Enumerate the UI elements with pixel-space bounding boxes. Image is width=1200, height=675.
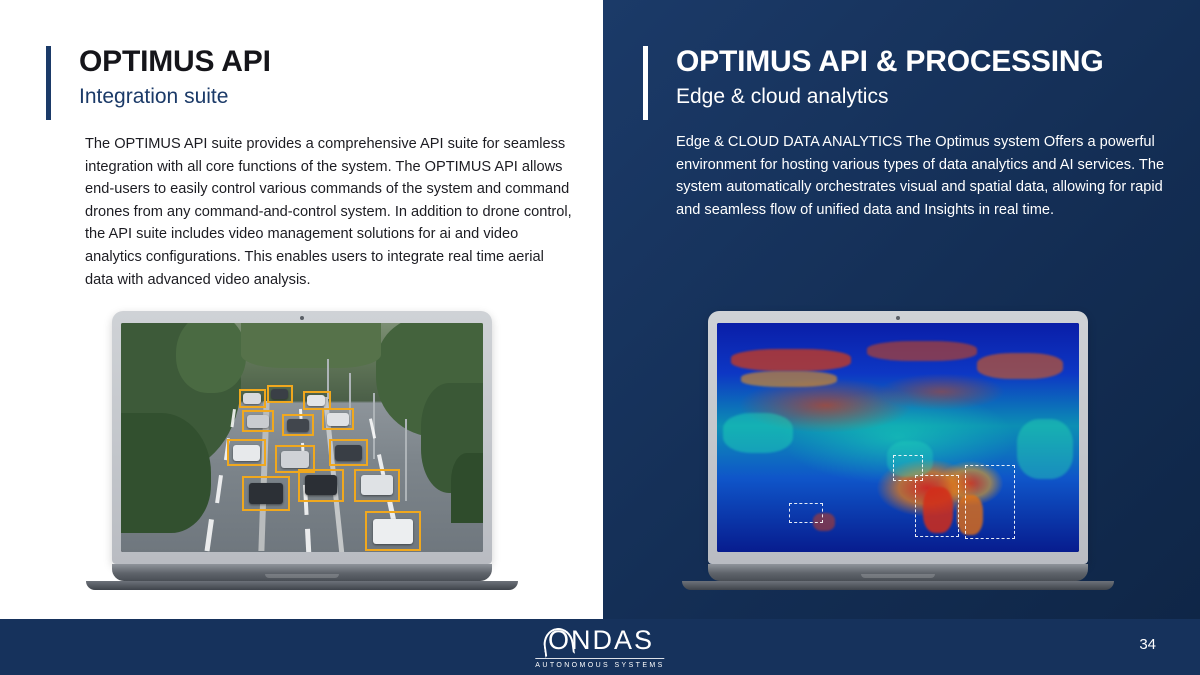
webcam-icon	[896, 316, 900, 320]
detection-box	[267, 385, 293, 403]
thermal-detection-box	[893, 455, 923, 481]
logo-word-text: ONDAS	[547, 625, 655, 655]
left-heading-block	[46, 46, 271, 120]
logo-wordmark	[546, 627, 654, 654]
laptop-traffic	[112, 311, 492, 590]
detection-box	[239, 389, 266, 408]
laptop-traffic-lid	[112, 311, 492, 564]
webcam-icon	[300, 316, 304, 320]
detection-box	[242, 410, 274, 432]
detection-box	[329, 439, 368, 466]
detection-box	[365, 511, 421, 551]
laptop-thermal-screen	[717, 323, 1079, 552]
right-body-text: Edge & CLOUD DATA ANALYTICS The Optimus system Offers a powerful environment for hosting various types of data analytics and AI services. The system automatically orchestrates visual and spatial data, allowing for rapid and seamless flow of unified data and Insights in real time.	[676, 134, 1165, 218]
detection-box	[354, 469, 400, 502]
left-panel	[0, 0, 603, 619]
ondas-logo	[535, 627, 664, 669]
detection-box	[282, 414, 314, 436]
laptop-traffic-screen	[121, 323, 483, 552]
slide-footer	[0, 619, 1200, 675]
left-title: OPTIMUS API	[79, 45, 271, 78]
right-title: OPTIMUS API & PROCESSING	[676, 45, 1104, 78]
right-subtitle: Edge & cloud analytics	[676, 84, 889, 108]
traffic-detection-image	[121, 323, 483, 552]
logo-tagline: AUTONOMOUS SYSTEMS	[535, 658, 664, 669]
page-number: 34	[1139, 636, 1156, 653]
thermal-detection-box	[789, 503, 823, 523]
detection-box	[242, 476, 290, 511]
laptop-thermal-lid	[708, 311, 1088, 564]
laptop-thermal-base	[708, 564, 1088, 581]
detection-box	[298, 469, 344, 502]
laptop-traffic-foot	[86, 581, 518, 590]
thermal-detection-box	[965, 465, 1015, 539]
thermal-detection-box	[915, 475, 959, 537]
thermal-analytics-image	[717, 323, 1079, 552]
left-body-text: The OPTIMUS API suite provides a comprehensive API suite for seamless integration with all core functions of the system. The OPTIMUS API allows end-users to easily control various commands of the system and command drones from any command-and-control system. In addition to drone control, the API suite includes video management solutions for ai and video analytics configurations. This enables users to integrate real time aerial data with advanced video analysis.	[85, 136, 572, 288]
right-heading-text	[648, 46, 1103, 120]
left-subtitle: Integration suite	[79, 84, 229, 108]
right-heading-block	[643, 46, 1103, 120]
laptop-thermal-foot	[682, 581, 1114, 590]
laptop-thermal	[708, 311, 1088, 590]
laptop-traffic-base	[112, 564, 492, 581]
detection-box	[322, 408, 354, 430]
right-panel	[603, 0, 1200, 619]
detection-box	[227, 439, 266, 466]
left-heading-text	[51, 46, 271, 120]
